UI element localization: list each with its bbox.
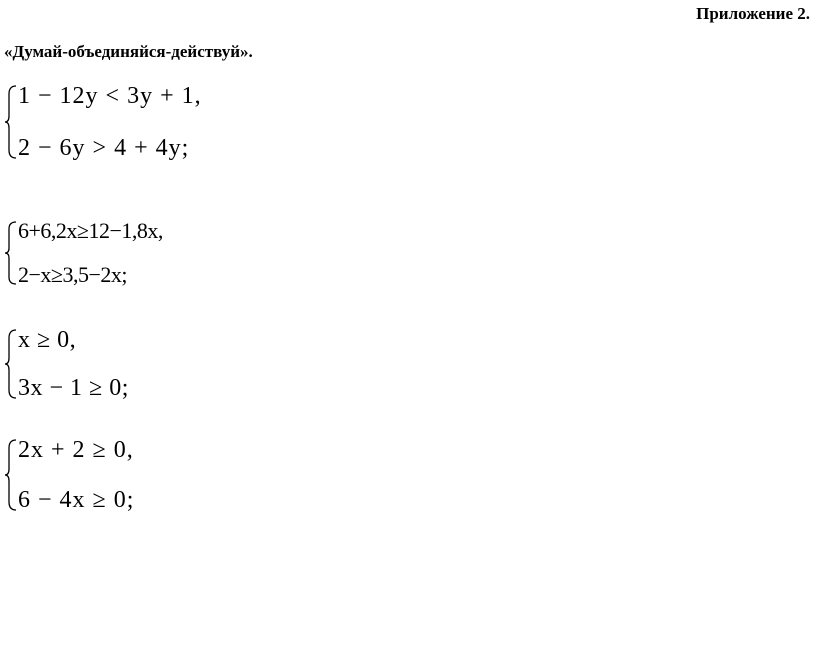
inequality-system-4 <box>4 438 134 512</box>
inequality-system-2 <box>4 220 163 286</box>
system-brace-icon <box>4 438 18 512</box>
system-2-line-1: 6+6,2x≥12−1,8x, <box>18 218 163 243</box>
appendix-label: Приложение 2. <box>696 4 810 23</box>
system-1-line-2: 2 − 6y > 4 + 4y; <box>18 135 190 161</box>
system-2-line-2: 2−x≥3,5−2x; <box>18 262 128 287</box>
system-brace-icon <box>4 220 18 286</box>
system-3-line-2: 3x − 1 ≥ 0; <box>18 375 129 401</box>
system-3-line-1: x ≥ 0, <box>18 327 77 353</box>
document-title: «Думай-объединяйся-действуй». <box>4 42 253 61</box>
inequality-system-1 <box>4 84 202 160</box>
system-brace-icon <box>4 84 18 160</box>
inequality-system-3 <box>4 328 129 400</box>
system-1-line-1: 1 − 12y < 3y + 1, <box>18 83 202 109</box>
system-4-line-2: 6 − 4x ≥ 0; <box>18 487 135 513</box>
system-4-line-1: 2x + 2 ≥ 0, <box>18 437 134 463</box>
system-brace-icon <box>4 328 18 400</box>
